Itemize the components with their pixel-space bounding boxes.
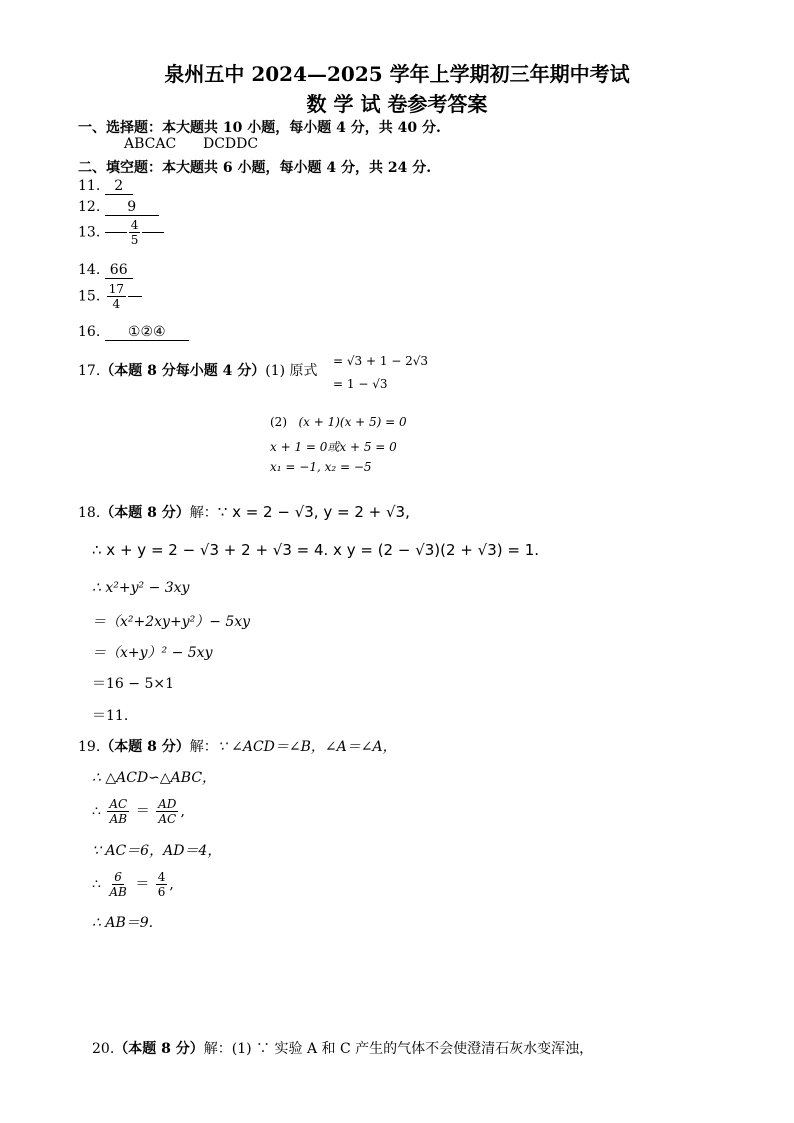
q18-header: 18.（本题 8 分）解：∵ x = 2 − √3, y = 2 + √3, (78, 503, 410, 521)
q17-header: 17.（本题 8 分每小题 4 分）(1) 原式 (78, 363, 318, 379)
q20-header: 20.（本题 8 分）解：(1) ∵ 实验 A 和 C 产生的气体不会使澄清石灰水变浑浊， (92, 1041, 594, 1057)
section-1-heading: 一、选择题：本大题共 10 小题，每小题 4 分，共 40 分. (78, 120, 441, 136)
q17-line-2: = 1 − √3 (333, 377, 388, 391)
fill-answer-fraction: $\frac{17}{4}$ (108, 282, 124, 311)
fill-answer-fraction: $\frac{4}{5}$ (130, 218, 139, 247)
q17-line-1: = √3 + 1 − 2√3 (333, 354, 429, 368)
q18-line-4: ＝（x²+2xy+y²）− 5xy (92, 614, 251, 630)
ratio-ac-ab: $\frac{AC}{AB}$ (109, 797, 128, 826)
q19-line-3: ∴ $\frac{AC}{AB}$ ＝ $\frac{AD}{AC}$ , (92, 797, 185, 826)
choice-answers-2: DCDDC (203, 136, 259, 152)
choice-answers-1: ABCAC (124, 136, 177, 152)
fill-item-14: 14. 66 (78, 262, 133, 279)
q17-line-4: x + 1 = 0或x + 5 = 0 (270, 440, 397, 454)
q18-line-5: ＝（x+y）² − 5xy (92, 645, 213, 661)
fill-item-12: 12. 9 (78, 199, 159, 216)
q19-line-5: ∴ $\frac{6}{AB}$ ＝ $\frac{4}{6}$ , (92, 870, 174, 899)
fill-item-11: 11. 2 (78, 178, 133, 195)
title-line-2: 数 学 试 卷参考答案 (306, 92, 488, 116)
q19-line-4: ∵ AC＝6，AD＝4， (92, 843, 222, 859)
fill-item-16: 16. ①②④ (78, 324, 189, 341)
q18-line-2: ∴ x + y = 2 − √3 + 2 + √3 = 4. x y = (2 − √3)(2 + √3) = 1. (92, 541, 540, 559)
ratio-4-6: $\frac{4}{6}$ (157, 870, 166, 899)
fill-item-15: 15. $\frac{17}{4}$ (78, 282, 142, 311)
fill-answer: 9 (105, 199, 159, 216)
q17-part-2: (2) (x + 1)(x + 5) = 0 (270, 415, 407, 429)
fill-item-13: 13. $\frac{4}{5}$ (78, 218, 164, 247)
section-2-heading: 二、填空题：本大题共 6 小题，每小题 4 分，共 24 分. (78, 160, 432, 176)
q19-header: 19.（本题 8 分）解：∵ ∠ACD＝∠B，∠A＝∠A， (78, 739, 397, 755)
fill-answer: 66 (105, 262, 133, 279)
q18-line-7: ＝11. (92, 708, 129, 724)
ratio-6-ab: $\frac{6}{AB}$ (109, 870, 127, 899)
title-line-1: 泉州五中 2024—2025 学年上学期初三年期中考试 (164, 62, 630, 86)
fill-answer: 2 (105, 178, 133, 195)
ratio-ad-ac: $\frac{AD}{AC}$ (158, 797, 177, 826)
fill-answer: ①②④ (105, 324, 189, 341)
q17-line-5: x₁ = −1, x₂ = −5 (270, 460, 372, 474)
q18-line-3: ∴ x²+y² − 3xy (92, 580, 190, 596)
q19-line-6: ∴ AB＝9. (92, 915, 154, 931)
q19-line-2: ∴ △ACD∽△ABC， (92, 770, 217, 786)
q18-line-6: ＝16 − 5×1 (92, 676, 174, 692)
